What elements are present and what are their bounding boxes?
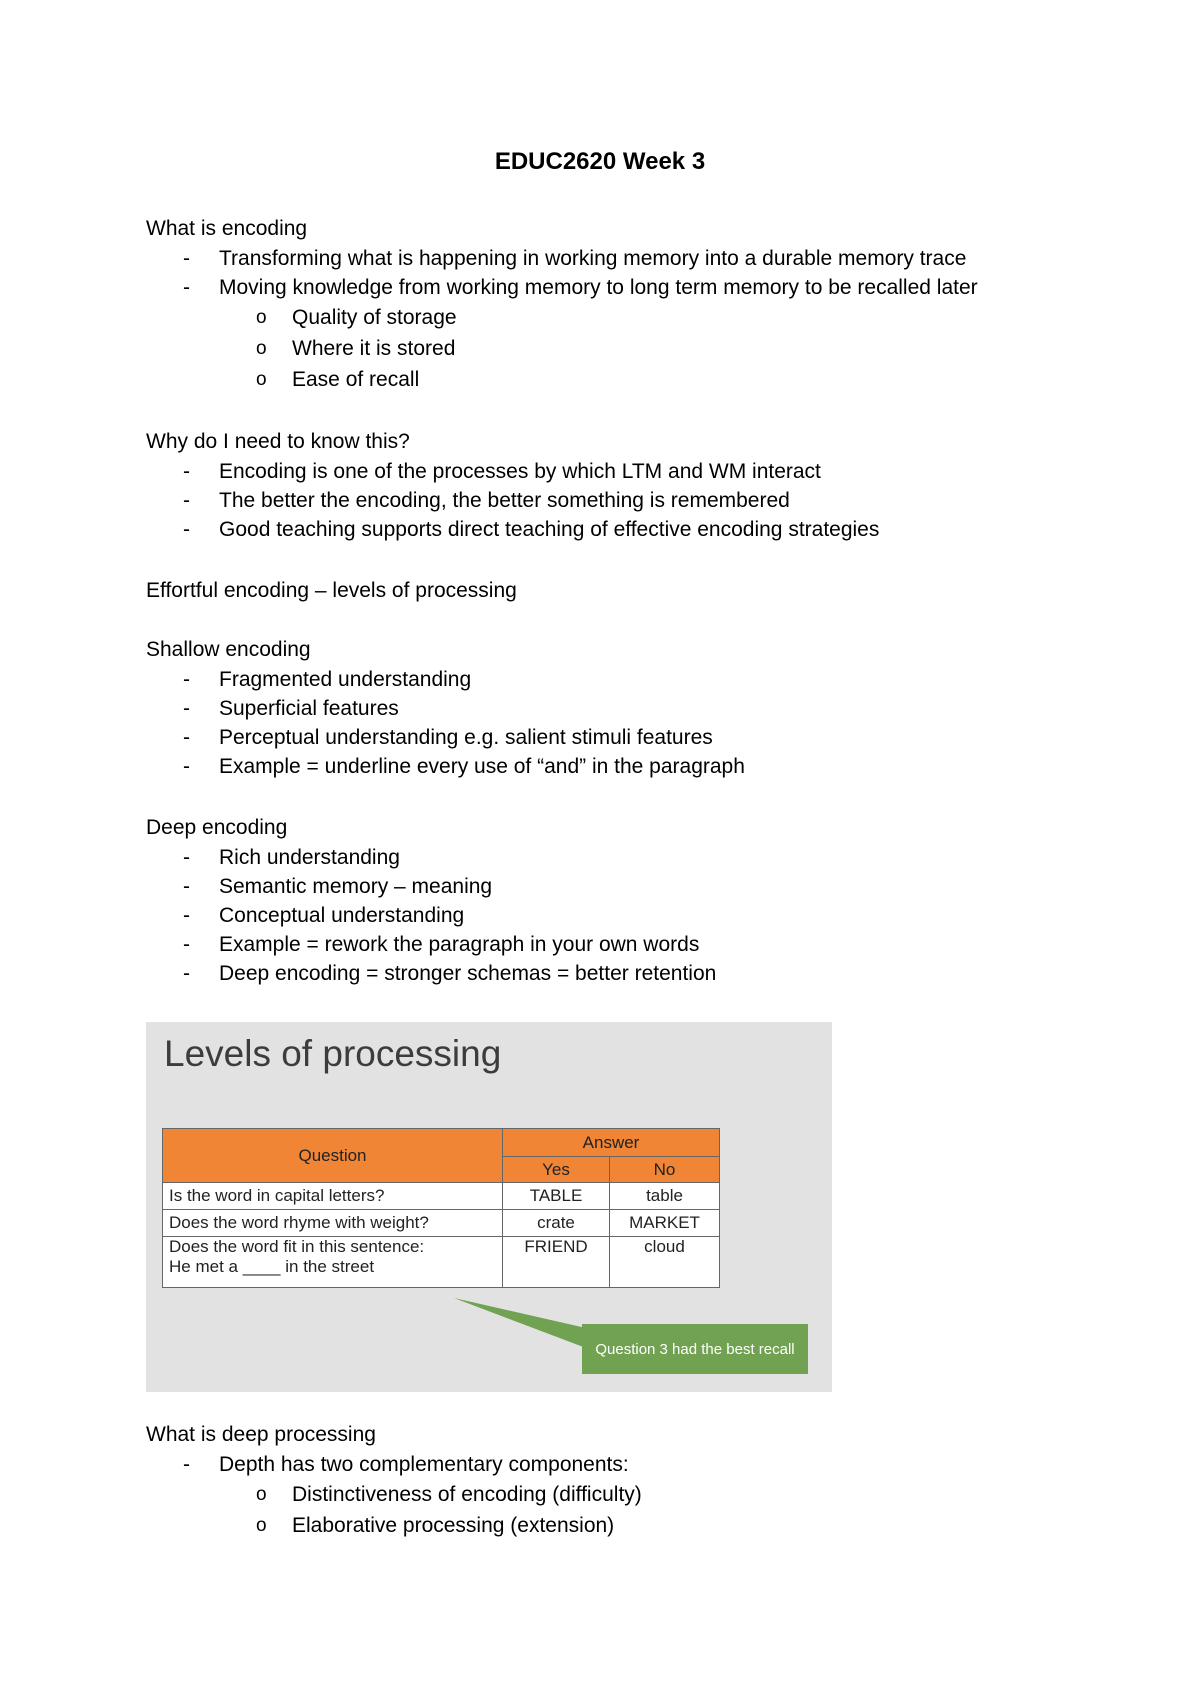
question-header: Question [163, 1129, 503, 1183]
section-heading: Effortful encoding – levels of processing [146, 579, 517, 602]
list-item: - Example = underline every use of “and” in the paragraph [146, 752, 1146, 781]
list-item: - Rich understanding [146, 843, 1146, 872]
question-cell: Is the word in capital letters? [163, 1183, 503, 1210]
section-why-know [146, 427, 1146, 544]
list-item: - Deep encoding = stronger schemas = better retention [146, 959, 1146, 988]
no-cell: cloud [610, 1237, 720, 1288]
yes-cell: FRIEND [503, 1237, 610, 1288]
list-item: - Example = rework the paragraph in your own words [146, 930, 1146, 959]
no-cell: MARKET [610, 1210, 720, 1237]
list-item: - Good teaching supports direct teaching of effective encoding strategies [146, 515, 1146, 544]
bullet-list [146, 665, 1146, 781]
bullet-list [146, 843, 1146, 988]
question-line-1: Does the word fit in this sentence: [169, 1237, 425, 1256]
no-header: No [610, 1157, 720, 1183]
callout-box: Question 3 had the best recall [582, 1324, 808, 1374]
section-heading: What is deep processing [146, 1423, 376, 1446]
list-item: - Transforming what is happening in working memory into a durable memory trace [146, 244, 1146, 273]
list-item: - The better the encoding, the better something is remembered [146, 486, 1146, 515]
section-shallow-encoding [146, 635, 1146, 781]
yes-header: Yes [503, 1157, 610, 1183]
section-what-is-encoding [146, 214, 1146, 395]
section-heading: Why do I need to know this? [146, 430, 410, 453]
section-heading: Shallow encoding [146, 638, 311, 661]
section-deep-processing [146, 1420, 1146, 1541]
callout-pointer-shape [454, 1298, 586, 1348]
list-item: - Encoding is one of the processes by which LTM and WM interact [146, 457, 1146, 486]
section-heading: What is encoding [146, 217, 308, 240]
list-item: - Semantic memory – meaning [146, 872, 1146, 901]
list-item: o Distinctiveness of encoding (difficulty) [146, 1479, 1146, 1510]
list-item: - Depth has two complementary components: [146, 1450, 1146, 1479]
yes-cell: crate [503, 1210, 610, 1237]
section-heading: Deep encoding [146, 816, 288, 839]
list-item: - Perceptual understanding e.g. salient stimuli features [146, 723, 1146, 752]
answer-header: Answer [503, 1129, 720, 1157]
list-item: - Superficial features [146, 694, 1146, 723]
section-effortful-encoding [146, 576, 1146, 606]
question-line-2: He met a ____ in the street [169, 1257, 375, 1276]
list-item: - Conceptual understanding [146, 901, 1146, 930]
no-cell: table [610, 1183, 720, 1210]
yes-cell: TABLE [503, 1183, 610, 1210]
bullet-list [146, 244, 1146, 395]
bullet-list [146, 457, 1146, 544]
list-item: o Where it is stored [146, 333, 1146, 364]
bullet-list [146, 1450, 1146, 1541]
question-cell: Does the word rhyme with weight? [163, 1210, 503, 1237]
list-item: o Quality of storage [146, 302, 1146, 333]
list-item: - Fragmented understanding [146, 665, 1146, 694]
levels-of-processing-slide [146, 1022, 832, 1392]
list-item: o Elaborative processing (extension) [146, 1510, 1146, 1541]
list-item: - Moving knowledge from working memory to long term memory to be recalled later [146, 273, 1146, 302]
section-deep-encoding [146, 813, 1146, 988]
slide-title: Levels of processing [164, 1033, 502, 1074]
list-item: o Ease of recall [146, 364, 1146, 395]
page-title: EDUC2620 Week 3 [494, 148, 706, 175]
